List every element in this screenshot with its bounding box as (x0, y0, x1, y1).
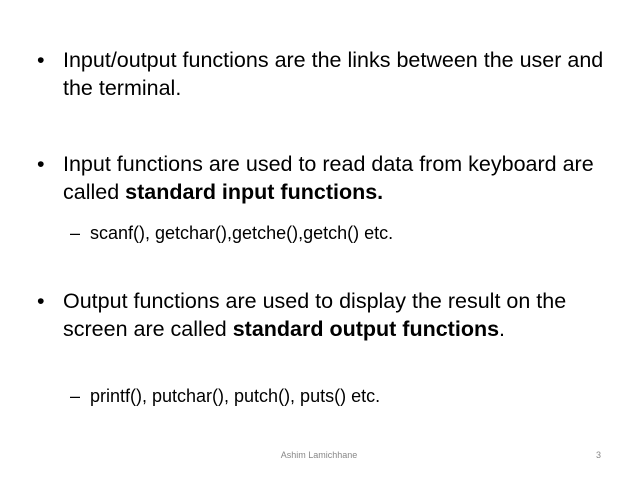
bullet-2-text-bold: standard input functions. (125, 180, 384, 204)
bullet-3-text-regular: Output functions are used to display the result on the screen are called (63, 289, 567, 341)
bullet-2-text (63, 150, 607, 206)
bullet-dot: • (37, 289, 45, 313)
bullet-3-text-end: . (499, 317, 506, 341)
bullet-3-text-bold: standard output functions (232, 317, 500, 341)
sub-bullet-3 (70, 384, 610, 408)
sub-bullet-2 (70, 221, 610, 245)
bullet-3-text (63, 287, 607, 343)
sub-bullet-dash: – (70, 223, 81, 243)
bullet-3 (37, 287, 607, 343)
bullet-2 (37, 150, 607, 206)
bullet-1 (37, 46, 607, 102)
bullet-dot: • (37, 152, 45, 176)
sub-bullet-3-text: printf(), putchar(), putch(), puts() etc. (90, 386, 381, 406)
sub-bullet-2-text: scanf(), getchar(),getche(),getch() etc. (90, 223, 394, 243)
sub-bullet-dash: – (70, 386, 81, 406)
footer-author: Ashim Lamichhane (280, 450, 358, 460)
footer-page-number: 3 (595, 450, 601, 460)
bullet-2-text-regular: Input functions are used to read data from keyboard are called (63, 152, 594, 204)
bullet-dot: • (37, 48, 45, 72)
bullet-1-text: Input/output functions are the links between the user and the terminal. (63, 48, 604, 100)
